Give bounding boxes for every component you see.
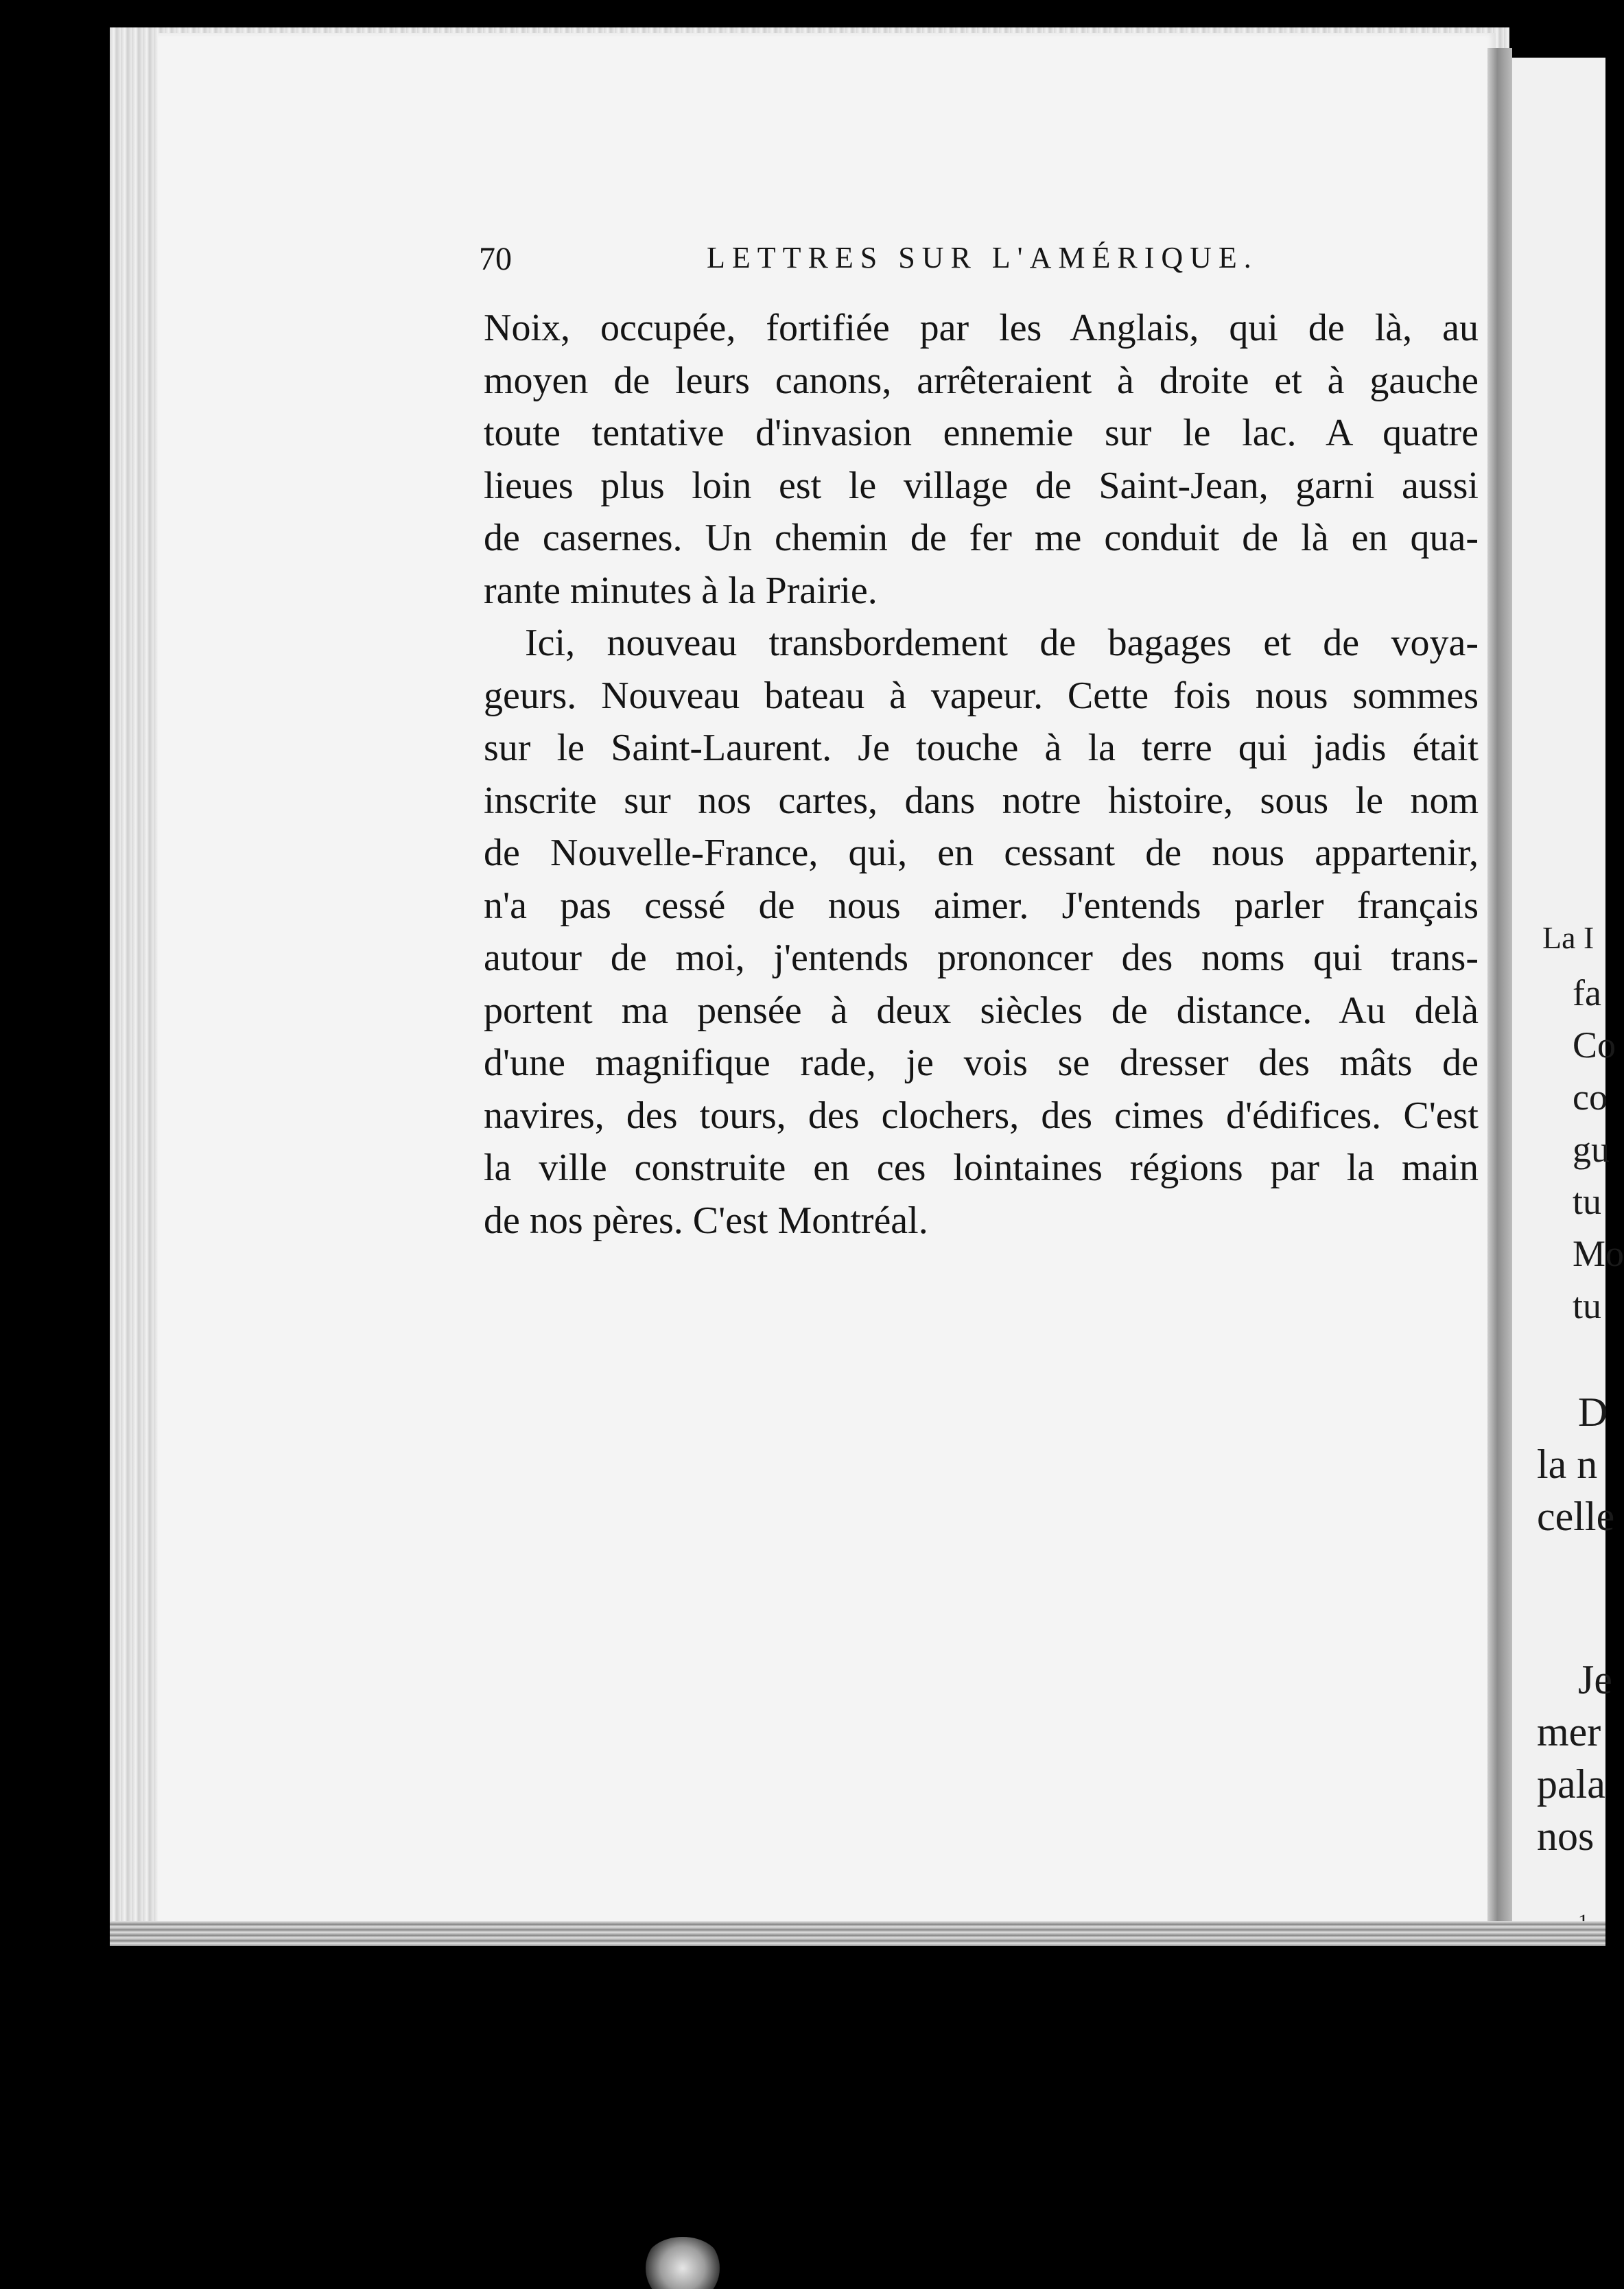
next-page-line: mer bbox=[1537, 1709, 1601, 1754]
next-page-line: Co bbox=[1573, 1024, 1616, 1066]
book-gutter bbox=[1487, 48, 1512, 1942]
bottom-page-edges bbox=[110, 1921, 1605, 1946]
next-page-line: nos bbox=[1537, 1813, 1594, 1859]
next-page-line: La I bbox=[1542, 920, 1594, 955]
text-line: geurs. Nouveau bateau à vapeur. Cette fois nous sommes bbox=[484, 674, 1479, 717]
text-line: Noix, occupée, fortifiée par les Anglais, qui de là, au bbox=[484, 307, 1479, 349]
next-page-line: tu bbox=[1573, 1181, 1602, 1222]
next-page-line: Je bbox=[1578, 1657, 1612, 1702]
text-line: sur le Saint-Laurent. Je touche à la terre qui jadis était bbox=[484, 727, 1479, 769]
text-line: Ici, nouveau transbordement de bagages et de voya- bbox=[525, 622, 1479, 664]
paragraph bbox=[484, 617, 1479, 1247]
next-page-line: celle bbox=[1537, 1494, 1615, 1539]
text-line: navires, des tours, des clochers, des cimes d'édifices. C'est bbox=[484, 1094, 1479, 1137]
text-line: moyen de leurs canons, arrêteraient à droite et à gauche bbox=[484, 359, 1479, 402]
text-line: de nos pères. C'est Montréal. bbox=[484, 1199, 928, 1242]
next-page-line: tu bbox=[1573, 1285, 1602, 1326]
next-page-line: pala bbox=[1537, 1761, 1605, 1807]
text-line: inscrite sur nos cartes, dans notre histoire, sous le nom bbox=[484, 779, 1479, 822]
text-line: rante minutes à la Prairie. bbox=[484, 569, 878, 612]
next-page-line: fa bbox=[1573, 972, 1601, 1013]
text-line: n'a pas cessé de nous aimer. J'entends parler français bbox=[484, 884, 1479, 927]
page-number: 70 bbox=[479, 241, 512, 277]
next-page-line: co bbox=[1573, 1077, 1608, 1118]
library-stamp bbox=[645, 2237, 720, 2289]
text-line: la ville construite en ces lointaines régions par la main bbox=[484, 1147, 1479, 1189]
next-page-line: D bbox=[1578, 1389, 1608, 1435]
text-line: de casernes. Un chemin de fer me conduit de là en qua- bbox=[484, 517, 1479, 559]
next-page-line: Mo bbox=[1573, 1233, 1624, 1274]
next-page-line: gu bbox=[1573, 1129, 1610, 1170]
text-line: de Nouvelle-France, qui, en cessant de nous appartenir, bbox=[484, 832, 1479, 874]
text-line: portent ma pensée à deux siècles de distance. Au delà bbox=[484, 989, 1479, 1032]
paragraph bbox=[484, 302, 1479, 617]
next-page-line: la n bbox=[1537, 1442, 1598, 1487]
body-text bbox=[484, 302, 1479, 1247]
text-line: d'une magnifique rade, je vois se dresser des mâts de bbox=[484, 1042, 1479, 1084]
text-line: lieues plus loin est le village de Saint-Jean, garni aussi bbox=[484, 464, 1479, 507]
running-title: LETTRES SUR L'AMÉRIQUE. bbox=[707, 241, 1258, 274]
running-head bbox=[480, 240, 1475, 275]
text-line: toute tentative d'invasion ennemie sur le lac. A quatre bbox=[484, 412, 1479, 454]
text-line: autour de moi, j'entends prononcer des noms qui trans- bbox=[484, 937, 1479, 979]
next-page-fragment bbox=[1512, 58, 1624, 1938]
